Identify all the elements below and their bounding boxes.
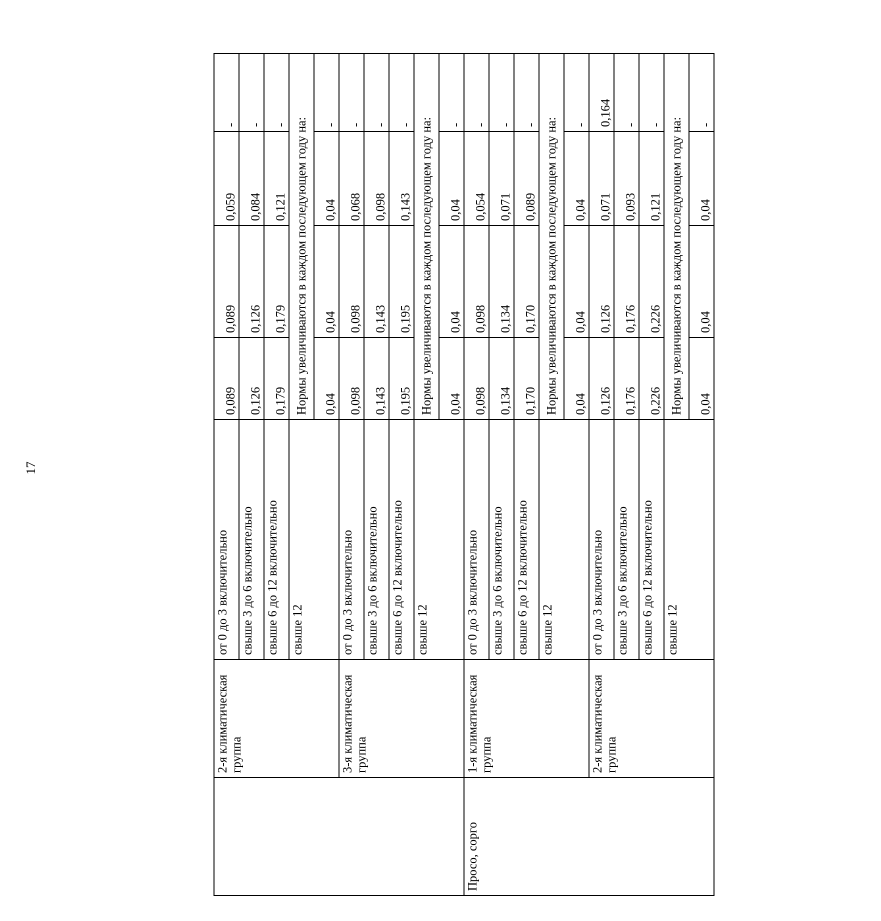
page-number: 17 <box>23 461 38 475</box>
value-cell: 0,098 <box>464 226 489 338</box>
age-cell: от 0 до 3 включительно <box>589 420 614 660</box>
table-body <box>214 54 714 896</box>
value-cell: - <box>564 54 589 132</box>
value-cell: - <box>364 54 389 132</box>
value-cell: 0,04 <box>564 338 589 420</box>
age-cell: свыше 6 до 12 включительно <box>514 420 539 660</box>
value-cell: 0,093 <box>614 132 639 226</box>
value-cell: 0,143 <box>364 338 389 420</box>
value-cell: 0,134 <box>489 226 514 338</box>
value-cell: 0,071 <box>589 132 614 226</box>
crop-cell <box>214 778 464 896</box>
age-cell: свыше 3 до 6 включительно <box>364 420 389 660</box>
value-cell: 0,126 <box>589 226 614 338</box>
value-cell: 0,04 <box>314 132 339 226</box>
value-cell: 0,04 <box>564 132 589 226</box>
table-row <box>464 54 489 896</box>
climate-group-cell: 1-я климатическая группа <box>464 660 589 778</box>
value-cell: 0,04 <box>439 132 464 226</box>
climate-group-cell: 2-я климатическая группа <box>589 660 714 778</box>
value-cell: - <box>339 54 364 132</box>
value-cell: 0,121 <box>639 132 664 226</box>
value-cell: 0,059 <box>214 132 239 226</box>
value-cell: 0,134 <box>489 338 514 420</box>
norms-table <box>214 53 715 896</box>
value-cell: 0,04 <box>439 338 464 420</box>
increase-note: Нормы увеличиваются в каждом последующем году на: <box>289 54 314 420</box>
value-cell: 0,226 <box>639 338 664 420</box>
climate-group-cell: 3-я климатическая группа <box>339 660 464 778</box>
value-cell: 0,164 <box>589 54 614 132</box>
value-cell: 0,098 <box>464 338 489 420</box>
value-cell: 0,04 <box>689 226 714 338</box>
age-cell: свыше 6 до 12 включительно <box>264 420 289 660</box>
age-cell: свыше 3 до 6 включительно <box>239 420 264 660</box>
value-cell: 0,121 <box>264 132 289 226</box>
value-cell: 0,089 <box>214 226 239 338</box>
increase-note: Нормы увеличиваются в каждом последующем году на: <box>414 54 439 420</box>
table-row <box>339 54 364 896</box>
value-cell: - <box>314 54 339 132</box>
value-cell: - <box>639 54 664 132</box>
value-cell: 0,098 <box>339 226 364 338</box>
value-cell: 0,084 <box>239 132 264 226</box>
crop-cell: Просо, сорго <box>464 778 714 896</box>
age-cell: свыше 12 <box>414 420 464 660</box>
value-cell: 0,071 <box>489 132 514 226</box>
value-cell: 0,04 <box>314 226 339 338</box>
climate-group-cell: 2-я климатическая группа <box>214 660 339 778</box>
value-cell: 0,176 <box>614 226 639 338</box>
value-cell: - <box>264 54 289 132</box>
value-cell: 0,089 <box>214 338 239 420</box>
value-cell: 0,04 <box>439 226 464 338</box>
value-cell: - <box>689 54 714 132</box>
value-cell: - <box>489 54 514 132</box>
value-cell: 0,04 <box>564 226 589 338</box>
increase-note: Нормы увеличиваются в каждом последующем году на: <box>664 54 689 420</box>
value-cell: - <box>389 54 414 132</box>
value-cell: 0,098 <box>364 132 389 226</box>
increase-note: Нормы увеличиваются в каждом последующем году на: <box>539 54 564 420</box>
value-cell: 0,176 <box>614 338 639 420</box>
age-cell: от 0 до 3 включительно <box>214 420 239 660</box>
value-cell: 0,068 <box>339 132 364 226</box>
value-cell: 0,126 <box>239 226 264 338</box>
value-cell: 0,089 <box>514 132 539 226</box>
table-row <box>589 54 614 896</box>
value-cell: 0,126 <box>589 338 614 420</box>
value-cell: 0,226 <box>639 226 664 338</box>
table-row <box>214 54 239 896</box>
value-cell: 0,170 <box>514 338 539 420</box>
value-cell: - <box>514 54 539 132</box>
age-cell: свыше 12 <box>539 420 589 660</box>
value-cell: 0,143 <box>364 226 389 338</box>
age-cell: свыше 3 до 6 включительно <box>614 420 639 660</box>
age-cell: свыше 6 до 12 включительно <box>389 420 414 660</box>
age-cell: от 0 до 3 включительно <box>339 420 364 660</box>
value-cell: 0,195 <box>389 226 414 338</box>
value-cell: 0,054 <box>464 132 489 226</box>
value-cell: - <box>439 54 464 132</box>
value-cell: 0,098 <box>339 338 364 420</box>
value-cell: 0,126 <box>239 338 264 420</box>
value-cell: - <box>239 54 264 132</box>
value-cell: - <box>614 54 639 132</box>
age-cell: от 0 до 3 включительно <box>464 420 489 660</box>
age-cell: свыше 12 <box>289 420 339 660</box>
age-cell: свыше 3 до 6 включительно <box>489 420 514 660</box>
value-cell: 0,195 <box>389 338 414 420</box>
value-cell: - <box>214 54 239 132</box>
value-cell: 0,143 <box>389 132 414 226</box>
age-cell: свыше 12 <box>664 420 714 660</box>
value-cell: 0,04 <box>689 132 714 226</box>
value-cell: 0,179 <box>264 338 289 420</box>
value-cell: - <box>464 54 489 132</box>
value-cell: 0,04 <box>689 338 714 420</box>
value-cell: 0,179 <box>264 226 289 338</box>
age-cell: свыше 6 до 12 включительно <box>639 420 664 660</box>
value-cell: 0,170 <box>514 226 539 338</box>
value-cell: 0,04 <box>314 338 339 420</box>
